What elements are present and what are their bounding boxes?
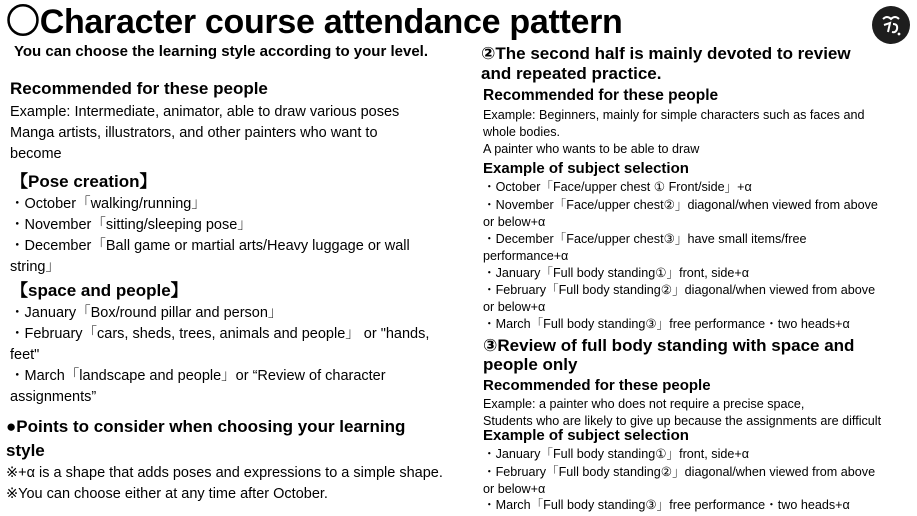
list-item: ・December「Ball game or martial arts/Heavy luggage or wall <box>10 238 410 254</box>
list-item: ・October「walking/running」 <box>10 196 206 212</box>
left-recommended-line: Manga artists, illustrators, and other painters who want to <box>10 125 378 141</box>
page-title: 〇Character course attendance pattern <box>6 3 623 41</box>
list-item: assignments” <box>10 389 97 405</box>
section2-heading: and repeated practice. <box>481 64 662 83</box>
points-heading: style <box>6 441 45 460</box>
page-subtitle: You can choose the learning style according to your level. <box>14 43 428 60</box>
list-item: or below+α <box>483 300 546 314</box>
left-recommended-line: become <box>10 146 62 162</box>
list-item: ・January「Full body standing①」front, side+α <box>483 266 750 280</box>
section2-recommended-heading: Recommended for these people <box>483 87 719 104</box>
points-heading: ●Points to consider when choosing your learning <box>6 417 406 436</box>
section2-recommended-line: whole bodies. <box>483 125 561 139</box>
list-item: ・January「Box/round pillar and person」 <box>10 305 283 321</box>
list-item: ・February「Full body standing②」diagonal/when viewed from above <box>483 283 876 297</box>
brand-logo-icon <box>872 6 910 44</box>
list-item: feet" <box>10 347 40 363</box>
list-item: string」 <box>10 259 60 275</box>
pose-creation-heading: 【Pose creation】 <box>11 172 157 191</box>
section2-recommended-line: A painter who wants to be able to draw <box>483 142 700 156</box>
section2-recommended-line: Example: Beginners, mainly for simple characters such as faces and <box>483 108 865 122</box>
section3-recommended-heading: Recommended for these people <box>483 377 711 394</box>
list-item: or below+α <box>483 482 546 496</box>
list-item: performance+α <box>483 249 569 263</box>
list-item: ・February「Full body standing②」diagonal/when viewed from above <box>483 465 876 479</box>
list-item: or below+α <box>483 215 546 229</box>
section3-heading: ③Review of full body standing with space and <box>483 336 855 355</box>
list-item: ・March「Full body standing③」free performance・two heads+α <box>483 317 850 331</box>
list-item: ・January「Full body standing①」front, side+α <box>483 447 750 461</box>
list-item: ・March「landscape and people」or “Review of character <box>10 368 386 384</box>
section2-heading: ②The second half is mainly devoted to review <box>481 44 851 63</box>
list-item: ・November「sitting/sleeping pose」 <box>10 217 252 233</box>
space-and-people-heading: 【space and people】 <box>11 281 188 300</box>
list-item: ・October「Face/upper chest ① Front/side」+α <box>483 180 752 194</box>
section3-recommended-line: Students who are likely to give up because the assignments are difficult <box>483 414 882 428</box>
section3-recommended-line: Example: a painter who does not require a precise space, <box>483 397 805 411</box>
note-text: ※+α is a shape that adds poses and expressions to a simple shape. <box>6 465 443 481</box>
list-item: ・November「Face/upper chest②」diagonal/when viewed from above <box>483 198 878 212</box>
note-text: ※You can choose either at any time after October. <box>6 486 328 502</box>
list-item: ・March「Full body standing③」free performance・two heads+α <box>483 498 850 512</box>
section3-example-heading: Example of subject selection <box>483 427 689 444</box>
section3-heading: people only <box>483 355 578 374</box>
section2-example-heading: Example of subject selection <box>483 160 689 177</box>
list-item: ・February「cars, sheds, trees, animals and people」 or "hands, <box>10 326 430 342</box>
list-item: ・December「Face/upper chest③」have small items/free <box>483 232 807 246</box>
left-recommended-heading: Recommended for these people <box>10 79 268 98</box>
left-recommended-line: Example: Intermediate, animator, able to draw various poses <box>10 104 400 120</box>
